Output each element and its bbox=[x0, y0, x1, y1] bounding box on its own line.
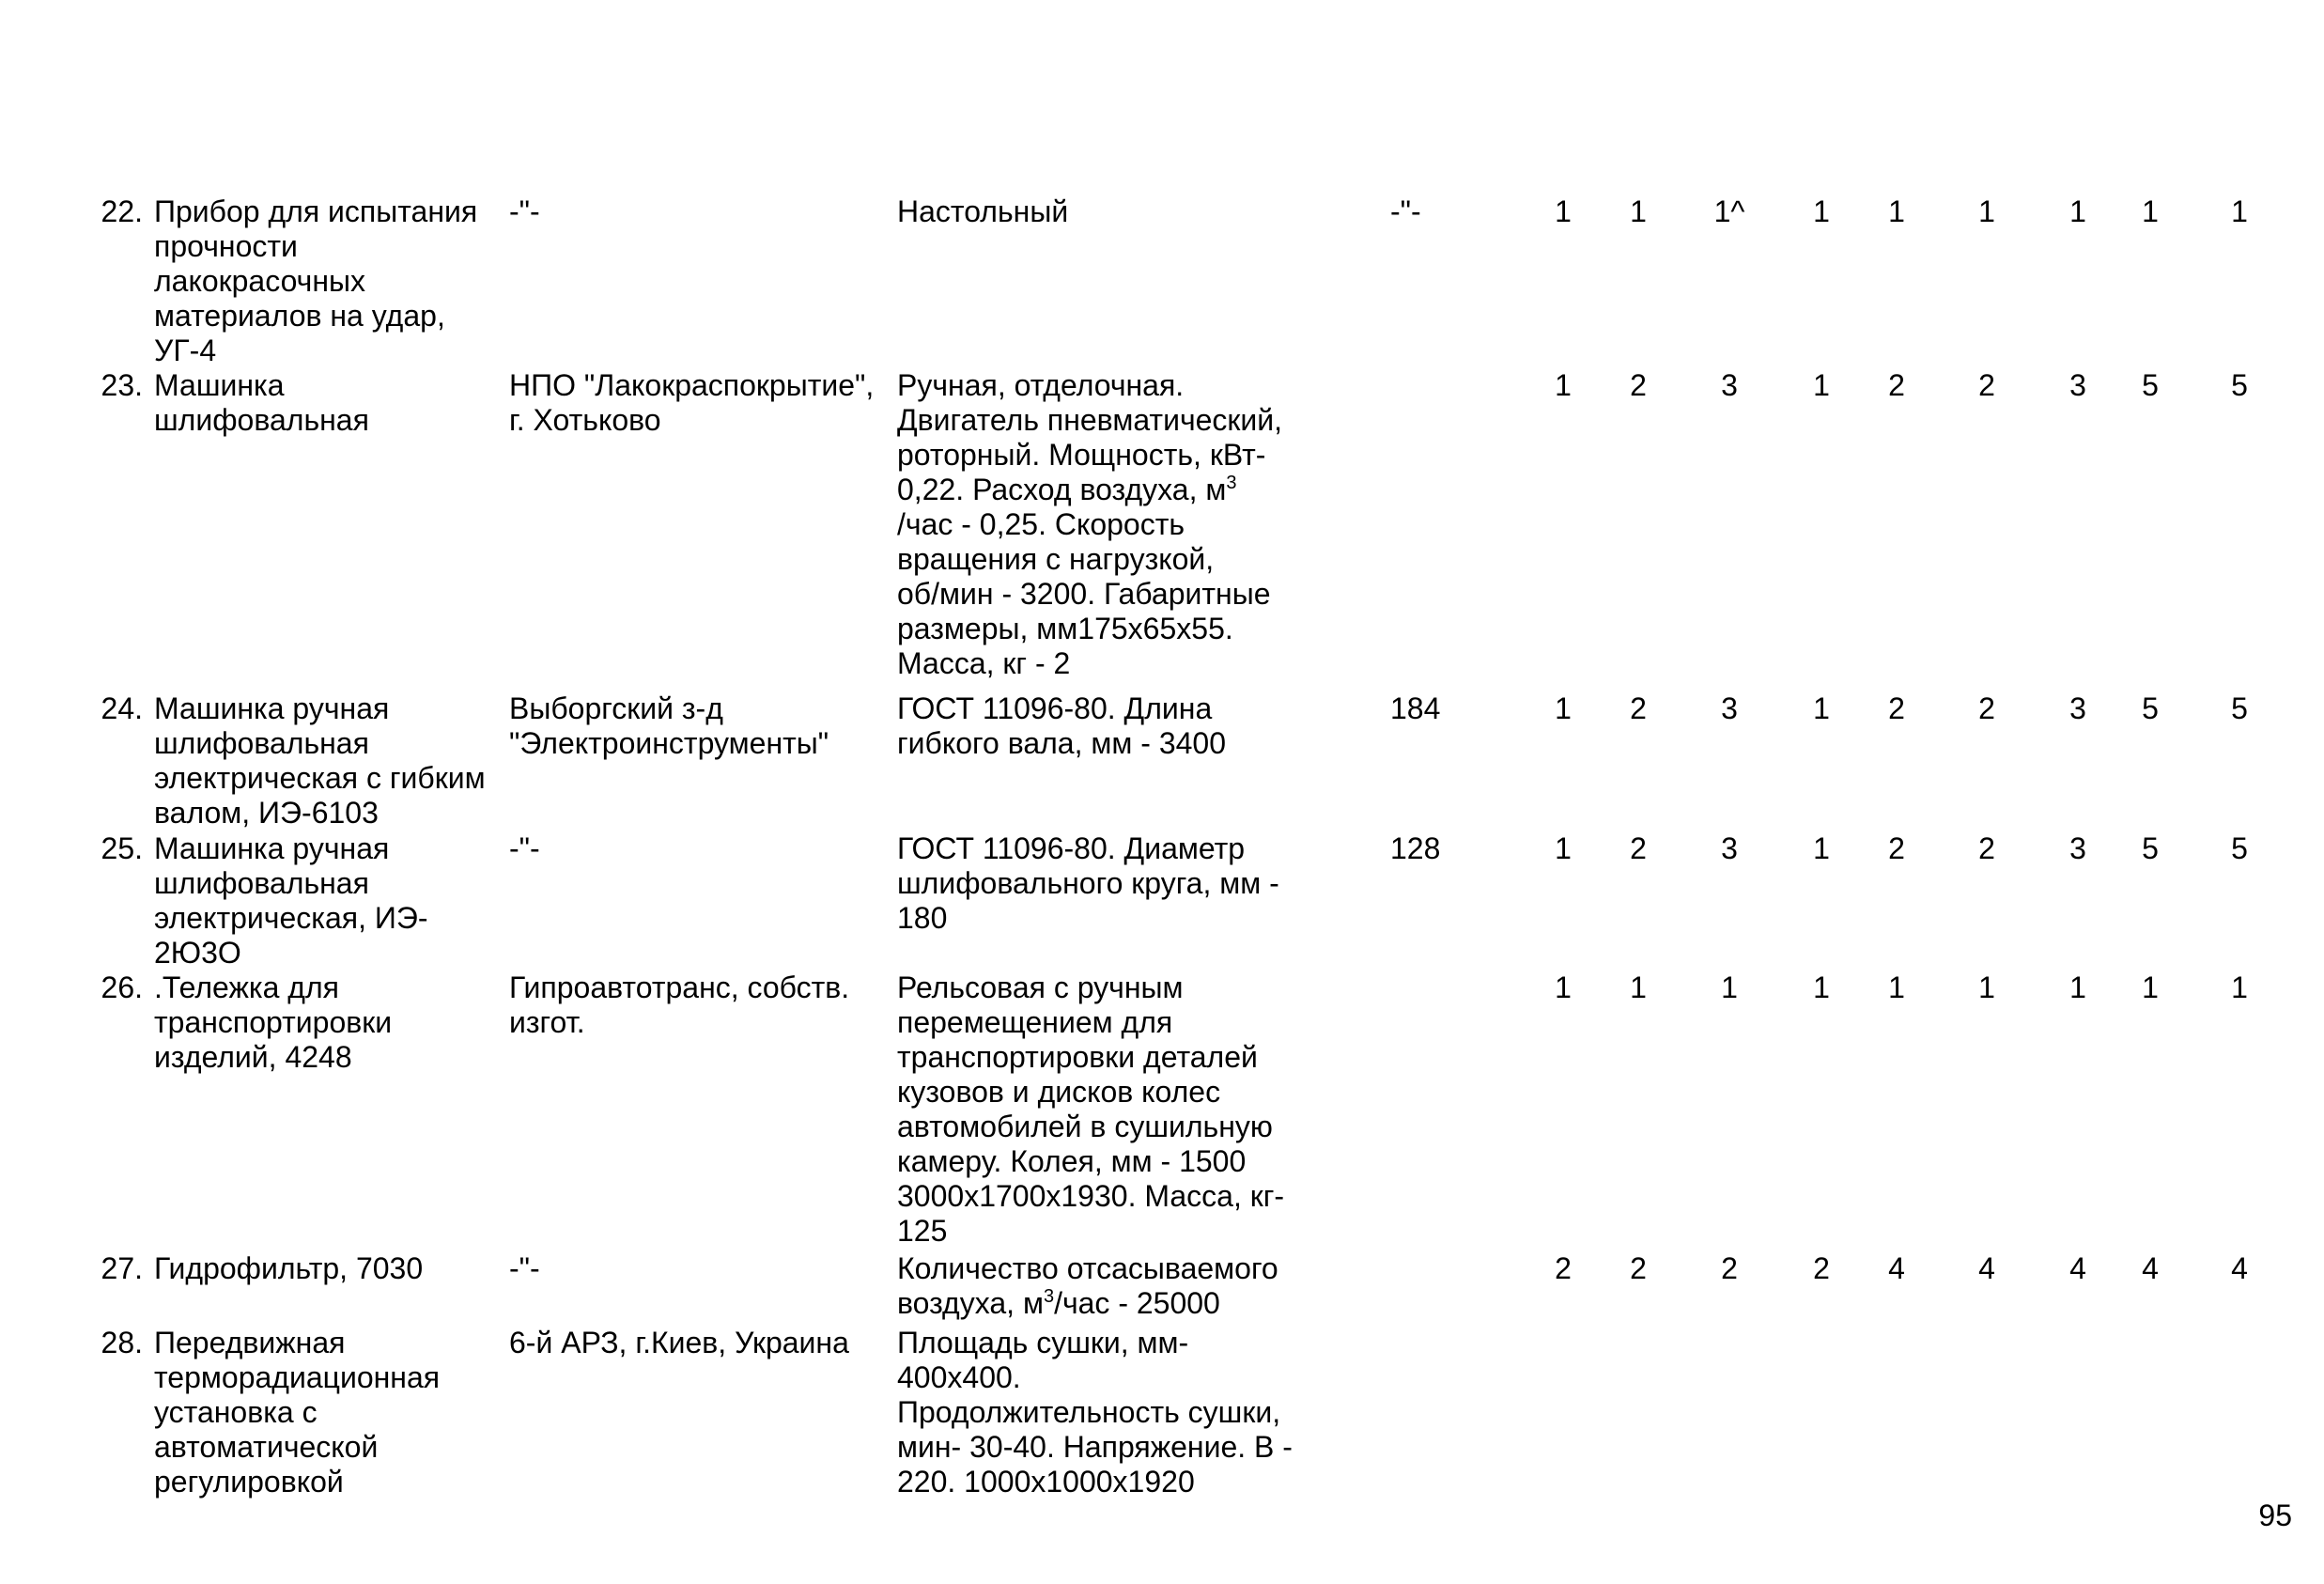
qty-cell: 1 bbox=[1888, 194, 1905, 228]
specification bbox=[897, 971, 1310, 1249]
specification bbox=[897, 194, 1310, 229]
qty-cell: 4 bbox=[1978, 1251, 1995, 1285]
item-name: Гидрофильтр, 7030 bbox=[154, 1251, 424, 1285]
row-number: 25. bbox=[101, 831, 143, 865]
spec-text: Рельсовая с ручным перемещением для транспортировки деталей кузовов и дисков колес автомобилей в сушильную камеру. Колея, мм - 1500 3000x1700x1930. Масса, кг- 125 bbox=[897, 971, 1285, 1248]
qty-cell: 3 bbox=[2069, 691, 2086, 725]
row-number: 27. bbox=[101, 1251, 143, 1285]
item-name: .Тележка для транспортировки изделий, 4248 bbox=[154, 971, 393, 1074]
qty-cell: 1^ bbox=[1713, 194, 1745, 228]
qty-cell: 2 bbox=[1630, 1251, 1647, 1285]
qty-cell: 1 bbox=[1721, 971, 1738, 1004]
row-number: 28. bbox=[101, 1326, 143, 1359]
spec-text: /час - 25000 bbox=[1054, 1286, 1220, 1320]
qty-cell: 1 bbox=[2231, 971, 2248, 1004]
qty-cell: 2 bbox=[1888, 368, 1905, 402]
qty-cell: 4 bbox=[1888, 1251, 1905, 1285]
spec-text: 0,22. Расход воздуха, м bbox=[897, 473, 1227, 506]
qty-cell: 2 bbox=[1888, 831, 1905, 865]
manufacturer: НПО "Лакокраспокрытие", г. Хотьково bbox=[509, 368, 875, 437]
qty-cell: 2 bbox=[1555, 1251, 1572, 1285]
qty-cell: 1 bbox=[2142, 971, 2159, 1004]
qty-cell: 3 bbox=[1721, 831, 1738, 865]
qty-cell: 1 bbox=[1813, 971, 1830, 1004]
specification bbox=[897, 368, 1310, 681]
qty-cell: 1 bbox=[2231, 194, 2248, 228]
item-name: Прибор для испытания прочности лакокрасочных материалов на удар, УГ-4 bbox=[154, 194, 478, 367]
specification bbox=[897, 1251, 1310, 1321]
spec-text: ГОСТ 11096-80. Диаметр шлифовального круга, мм - 180 bbox=[897, 831, 1279, 935]
qty-cell: 1 bbox=[2069, 194, 2086, 228]
qty-cell: 2 bbox=[1721, 1251, 1738, 1285]
spec-text: Количество отсасываемого воздуха, м bbox=[897, 1251, 1278, 1320]
superscript: 3 bbox=[1226, 473, 1237, 493]
qty-cell: 5 bbox=[2231, 831, 2248, 865]
qty-cell: 1 bbox=[1630, 971, 1647, 1004]
manufacturer: Выборгский з-д "Электроинструменты" bbox=[509, 691, 829, 760]
qty-cell: 5 bbox=[2142, 368, 2159, 402]
qty-cell: 5 bbox=[2142, 691, 2159, 725]
qty-cell: 4 bbox=[2069, 1251, 2086, 1285]
qty-cell: 2 bbox=[1888, 691, 1905, 725]
manufacturer: 6-й АРЗ, г.Киев, Украина bbox=[509, 1326, 849, 1359]
manufacturer: Гипроавтотранс, собств. изгот. bbox=[509, 971, 850, 1039]
spec-text: /час - 0,25. Скорость вращения с нагрузкой, об/мин - 3200. Габаритные размеры, мм175x65x55. Масса, кг - 2 bbox=[897, 507, 1271, 680]
manufacturer: -"- bbox=[509, 831, 540, 865]
spec-text: Площадь сушки, мм- 400x400. Продолжительность сушки, мин- 30-40. Напряжение. В - 220. 1000x1000x1920 bbox=[897, 1326, 1293, 1499]
qty-cell: 2 bbox=[1630, 831, 1647, 865]
qty-cell: 2 bbox=[1978, 691, 1995, 725]
qty-cell: 2 bbox=[1978, 368, 1995, 402]
manufacturer: -"- bbox=[509, 1251, 540, 1285]
qty-cell: 4 bbox=[2231, 1251, 2248, 1285]
specification bbox=[897, 831, 1310, 936]
item-name: Машинка шлифовальная bbox=[154, 368, 369, 437]
qty-cell: 1 bbox=[1555, 971, 1572, 1004]
spec-text: Настольный bbox=[897, 194, 1069, 228]
qty-cell: 2 bbox=[1978, 831, 1995, 865]
qty-cell: 1 bbox=[1813, 691, 1830, 725]
manufacturer: -"- bbox=[509, 194, 540, 228]
qty-cell: 3 bbox=[2069, 831, 2086, 865]
price: 128 bbox=[1390, 831, 1441, 865]
qty-cell: 1 bbox=[1978, 194, 1995, 228]
qty-cell: 5 bbox=[2231, 368, 2248, 402]
qty-cell: 1 bbox=[1813, 368, 1830, 402]
price: 184 bbox=[1390, 691, 1441, 725]
row-number: 22. bbox=[101, 194, 143, 228]
qty-cell: 5 bbox=[2231, 691, 2248, 725]
qty-cell: 1 bbox=[1555, 194, 1572, 228]
price: -"- bbox=[1390, 194, 1421, 228]
qty-cell: 1 bbox=[1555, 831, 1572, 865]
row-number: 23. bbox=[101, 368, 143, 402]
qty-cell: 1 bbox=[1813, 831, 1830, 865]
qty-cell: 3 bbox=[1721, 691, 1738, 725]
page-number: 95 bbox=[2258, 1499, 2292, 1532]
row-number: 24. bbox=[101, 691, 143, 725]
qty-cell: 1 bbox=[1555, 368, 1572, 402]
spec-text: ГОСТ 11096-80. Длина гибкого вала, мм - 3400 bbox=[897, 691, 1226, 760]
qty-cell: 1 bbox=[1888, 971, 1905, 1004]
item-name: Машинка ручная шлифовальная электрическая, ИЭ- 2Ю3О bbox=[154, 831, 428, 970]
qty-cell: 1 bbox=[1555, 691, 1572, 725]
qty-cell: 2 bbox=[1813, 1251, 1830, 1285]
specification bbox=[897, 1326, 1310, 1499]
qty-cell: 3 bbox=[2069, 368, 2086, 402]
item-name: Машинка ручная шлифовальная электрическая с гибким валом, ИЭ-6103 bbox=[154, 691, 486, 830]
qty-cell: 2 bbox=[1630, 368, 1647, 402]
qty-cell: 3 bbox=[1721, 368, 1738, 402]
superscript: 3 bbox=[1043, 1286, 1055, 1307]
qty-cell: 4 bbox=[2142, 1251, 2159, 1285]
qty-cell: 1 bbox=[1978, 971, 1995, 1004]
qty-cell: 1 bbox=[1630, 194, 1647, 228]
item-name: Передвижная терморадиационная установка с автоматической регулировкой bbox=[154, 1326, 441, 1499]
qty-cell: 5 bbox=[2142, 831, 2159, 865]
row-number: 26. bbox=[101, 971, 143, 1004]
qty-cell: 1 bbox=[2069, 971, 2086, 1004]
qty-cell: 1 bbox=[2142, 194, 2159, 228]
qty-cell: 1 bbox=[1813, 194, 1830, 228]
spec-text: Ручная, отделочная. Двигатель пневматический, роторный. Мощность, кВт- bbox=[897, 368, 1283, 472]
qty-cell: 2 bbox=[1630, 691, 1647, 725]
specification bbox=[897, 691, 1310, 761]
